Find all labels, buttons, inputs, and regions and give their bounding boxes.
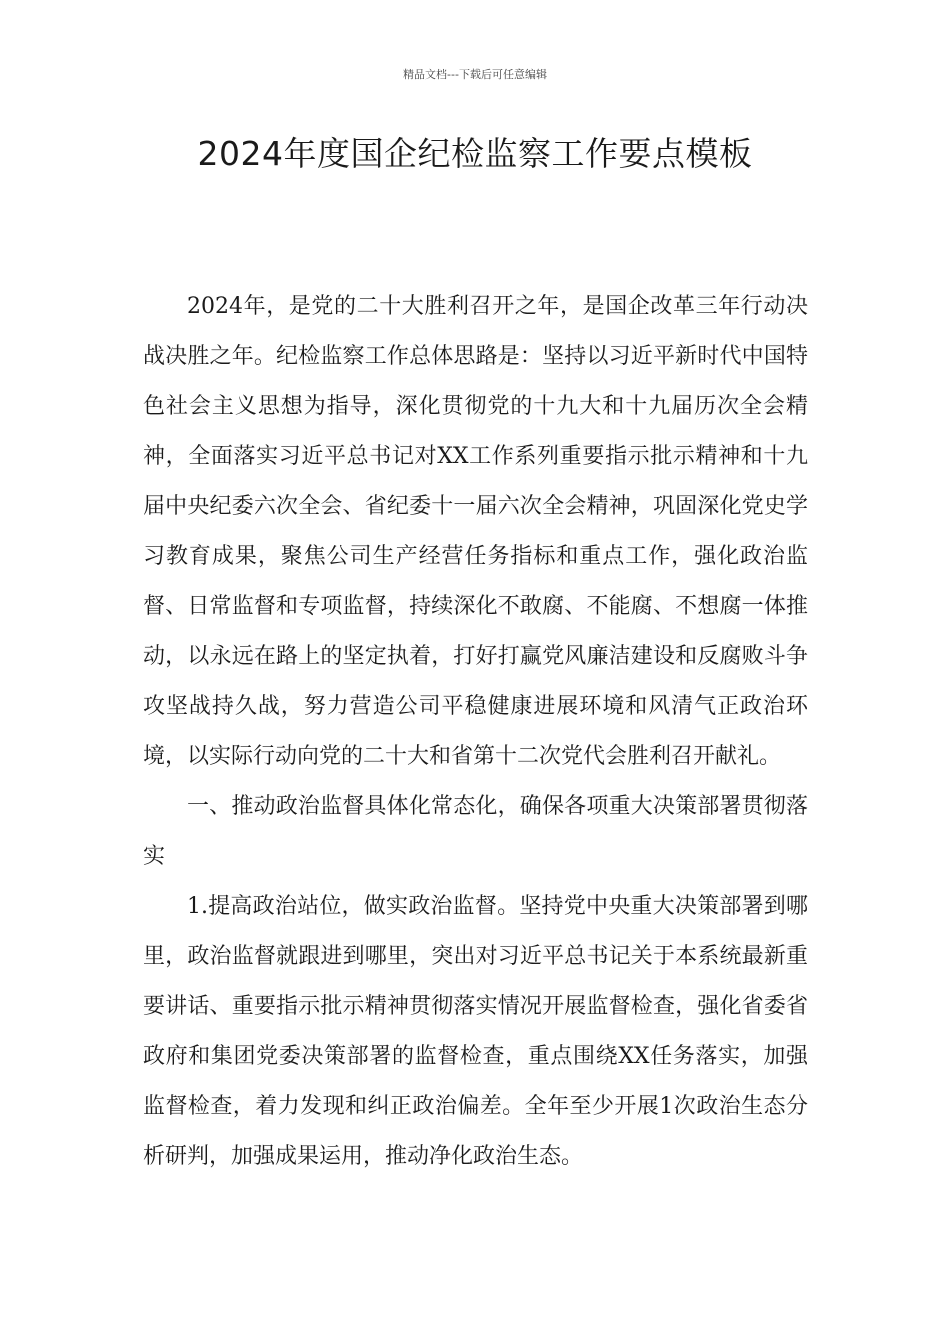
document-body xyxy=(143,282,808,1182)
paragraph-intro: 2024年，是党的二十大胜利召开之年，是国企改革三年行动决战决胜之年。纪检监察工作总体思路是：坚持以习近平新时代中国特色社会主义思想为指导，深化贯彻党的十九大和十九届历次全会精神，全面落实习近平总书记对XX工作系列重要指示批示精神和十九届中央纪委六次全会、省纪委十一届六次全会精神，巩固深化党史学习教育成果，聚焦公司生产经营任务指标和重点工作，强化政治监督、日常监督和专项监督，持续深化不敢腐、不能腐、不想腐一体推动，以永远在路上的坚定执着，打好打赢党风廉洁建设和反腐败斗争攻坚战持久战，努力营造公司平稳健康进展环境和风清气正政治环境，以实际行动向党的二十大和省第十二次党代会胜利召开献礼。 xyxy=(143,294,808,769)
document-title: 2024年度国企纪检监察工作要点模板 xyxy=(197,134,753,173)
section-heading-1: 一、推动政治监督具体化常态化，确保各项重大决策部署贯彻落实 xyxy=(143,794,808,869)
header-note: 精品文档---下载后可任意编辑 xyxy=(403,68,547,81)
paragraph-item-1: 1.提高政治站位，做实政治监督。坚持党中央重大决策部署到哪里，政治监督就跟进到哪里，突出对习近平总书记关于本系统最新重要讲话、重要指示批示精神贯彻落实情况开展监督检查，强化省委省政府和集团党委决策部署的监督检查，重点围绕XX任务落实，加强监督检查，着力发现和纠正政治偏差。全年至少开展1次政治生态分析研判，加强成果运用，推动净化政治生态。 xyxy=(143,894,808,1169)
